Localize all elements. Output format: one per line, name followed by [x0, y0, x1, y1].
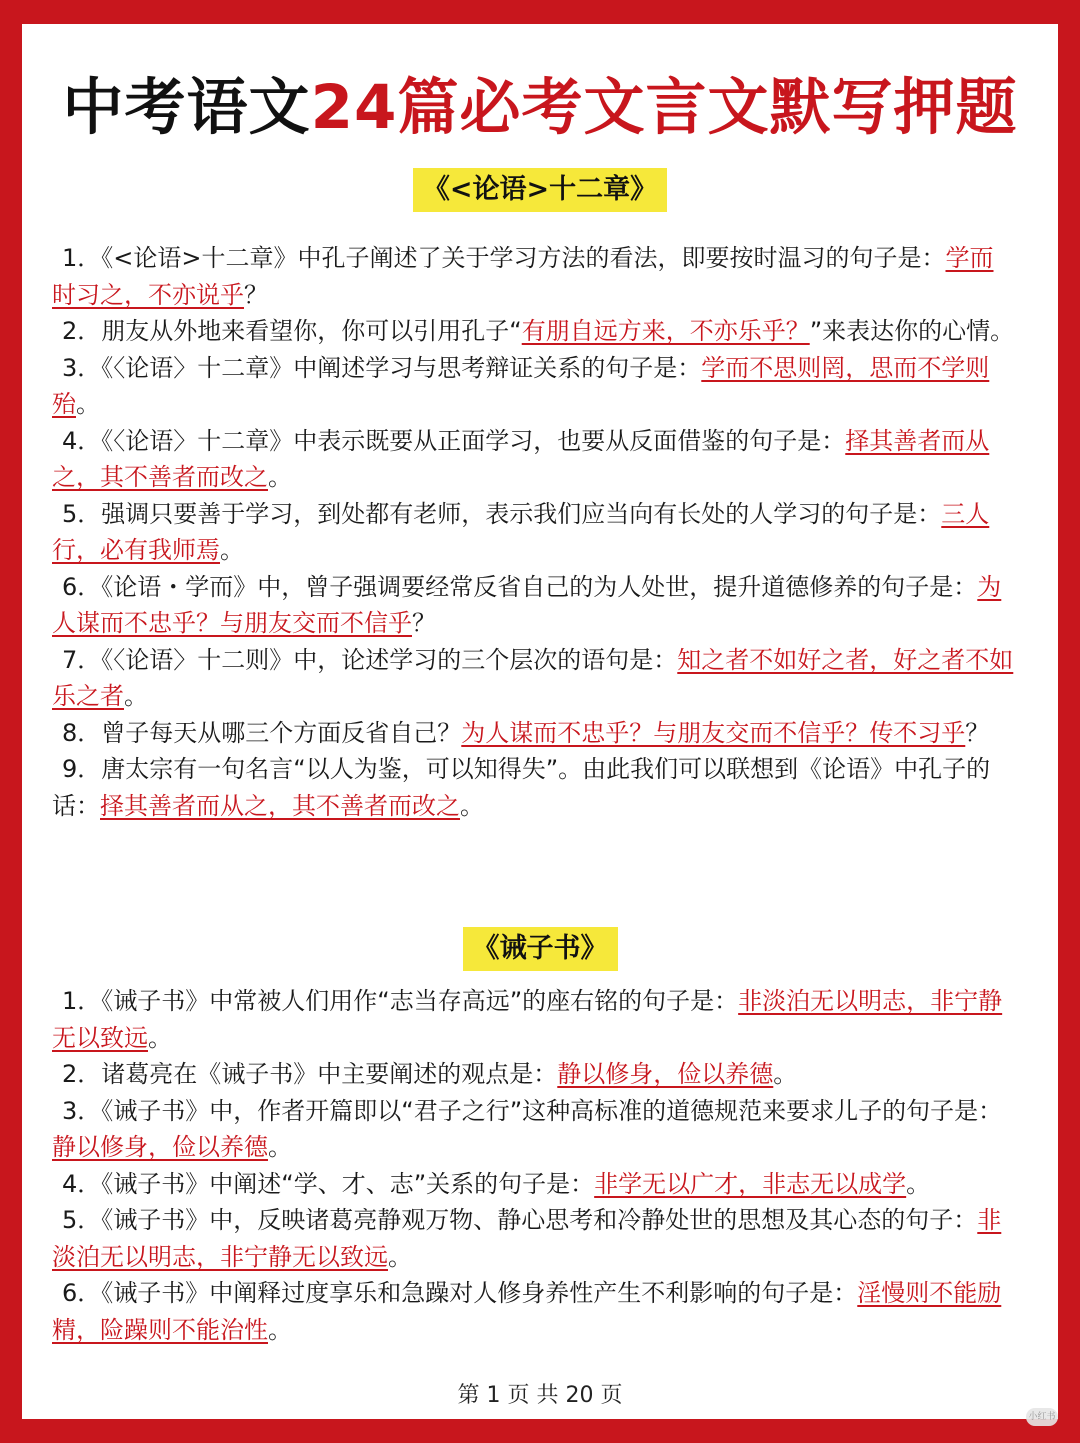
question-text: 唐太宗有一句名言“以人为鉴，可以知得失”。由此我们可以联想到《论语》中孔子的话： — [52, 755, 991, 820]
question-number: 6． — [62, 1279, 102, 1307]
question-text: 《论语・学而》中，曾子强调要经常反省自己的为人处世，提升道德修养的句子是： — [101, 572, 978, 601]
question-tail: 。 — [906, 1169, 931, 1198]
answer-text: 静以修身，俭以养德 — [52, 1133, 268, 1161]
question-number: 8． — [62, 718, 102, 747]
question-tail: 。 — [268, 1315, 292, 1344]
answer-text: 学而时习之，不亦说乎 — [52, 244, 994, 309]
question-item — [52, 423, 1017, 496]
question-number: 5． — [62, 499, 102, 528]
watermark-badge: 小红书 — [1026, 1408, 1058, 1426]
question-number: 1． — [62, 244, 102, 272]
question-item — [52, 1275, 1017, 1348]
question-text: 《〈论语〉十二则》中，论述学习的三个层次的语句是： — [101, 645, 678, 674]
question-tail: 。 — [460, 791, 484, 820]
question-text: 曾子每天从哪三个方面反省自己？ — [101, 718, 462, 747]
question-text: 《〈论语〉十二章》中阐述学习与思考辩证关系的句子是： — [101, 353, 702, 382]
answer-text: 为人谋而不忠乎？与朋友交而不信乎 — [52, 572, 1002, 637]
answer-text: 非淡泊无以明志，非宁静无以致远 — [52, 1206, 1002, 1271]
question-item — [52, 1093, 1017, 1166]
question-text: 《诫子书》中，作者开篇即以“君子之行”这种高标准的道德规范来要求儿子的句子是： — [101, 1096, 1003, 1125]
question-tail: ？ — [965, 718, 990, 747]
answer-text: 择其善者而从之，其不善者而改之 — [100, 791, 460, 820]
question-number: 2． — [62, 317, 102, 345]
question-number: 4． — [62, 1169, 102, 1198]
question-text: 《诫子书》中阐释过度享乐和急躁对人修身养性产生不利影响的句子是： — [101, 1279, 858, 1307]
question-item — [52, 1202, 1017, 1275]
answer-text: 择其善者而从之，其不善者而改之 — [52, 426, 990, 491]
question-tail: 。 — [268, 463, 292, 491]
page-footer: 第 1 页 共 20 页 — [457, 1383, 623, 1408]
question-tail: ？ — [244, 280, 268, 309]
question-item — [52, 313, 1017, 350]
answer-text: 静以修身，俭以养德 — [557, 1060, 774, 1088]
question-number: 3． — [62, 353, 102, 382]
question-number: 7． — [62, 645, 102, 674]
answer-text: 为人谋而不忠乎？与朋友交而不信乎？传不习乎 — [461, 718, 966, 747]
question-item — [52, 569, 1017, 642]
question-item — [52, 642, 1017, 715]
question-number: 9． — [62, 755, 102, 783]
question-text: 《<论语>十二章》中孔子阐述了关于学习方法的看法，即要按时温习的句子是： — [101, 244, 946, 272]
question-tail: ”来表达你的心情。 — [809, 317, 1015, 345]
question-text: 诸葛亮在《诫子书》中主要阐述的观点是： — [101, 1060, 558, 1088]
answer-text: 非淡泊无以明志，非宁静无以致远 — [52, 987, 1003, 1052]
question-number: 2． — [62, 1060, 102, 1088]
section-lunyu — [52, 240, 1017, 824]
answer-text: 知之者不如好之者，好之者不如乐之者 — [52, 645, 1014, 710]
question-number: 3． — [62, 1096, 102, 1125]
question-number: 5． — [62, 1206, 102, 1234]
question-tail: ？ — [412, 609, 436, 637]
question-text: 强调只要善于学习，到处都有老师，表示我们应当向有长处的人学习的句子是： — [101, 499, 942, 528]
question-item — [52, 1056, 1017, 1093]
question-tail: 。 — [220, 536, 244, 564]
question-number: 1． — [62, 987, 102, 1015]
answer-text: 淫慢则不能励精，险躁则不能治性 — [52, 1279, 1002, 1344]
section-heading: 《诫子书》 — [463, 927, 618, 971]
answer-text: 有朋自远方来，不亦乐乎？ — [521, 317, 810, 345]
answer-text: 非学无以广才，非志无以成学 — [594, 1169, 907, 1198]
question-item — [52, 240, 1017, 313]
section-jiezishu — [52, 983, 1017, 1348]
question-item — [52, 496, 1017, 569]
answer-text: 三人行，必有我师焉 — [52, 499, 990, 564]
title-red: 24篇必考文言文默写押题 — [310, 72, 1018, 143]
question-item — [52, 350, 1017, 423]
question-tail: 。 — [388, 1242, 412, 1271]
question-number: 4． — [62, 426, 102, 455]
section-heading-row — [0, 927, 1080, 971]
question-item — [52, 715, 1017, 752]
page-title — [0, 66, 1080, 150]
question-text: 《诫子书》中阐述“学、才、志”关系的句子是： — [101, 1169, 595, 1198]
section-heading-row — [0, 168, 1080, 212]
question-item — [52, 1166, 1017, 1203]
question-tail: 。 — [124, 682, 148, 710]
question-tail: 。 — [148, 1023, 172, 1052]
answer-text: 学而不思则罔，思而不学则殆 — [52, 353, 990, 418]
question-tail: 。 — [76, 390, 100, 418]
question-text: 《诫子书》中常被人们用作“志当存高远”的座右铭的句子是： — [101, 987, 739, 1015]
question-text: 《诫子书》中，反映诸葛亮静观万物、静心思考和冷静处世的思想及其心态的句子： — [101, 1206, 978, 1234]
section-heading: 《<论语>十二章》 — [413, 168, 667, 212]
question-text: 朋友从外地来看望你，你可以引用孔子“ — [101, 317, 522, 345]
title-black: 中考语文 — [62, 72, 311, 143]
question-item — [52, 983, 1017, 1056]
question-tail: 。 — [773, 1060, 798, 1088]
question-number: 6． — [62, 572, 102, 601]
question-item — [52, 751, 1017, 824]
question-text: 《〈论语〉十二章》中表示既要从正面学习，也要从反面借鉴的句子是： — [101, 426, 846, 455]
question-tail: 。 — [268, 1133, 292, 1161]
